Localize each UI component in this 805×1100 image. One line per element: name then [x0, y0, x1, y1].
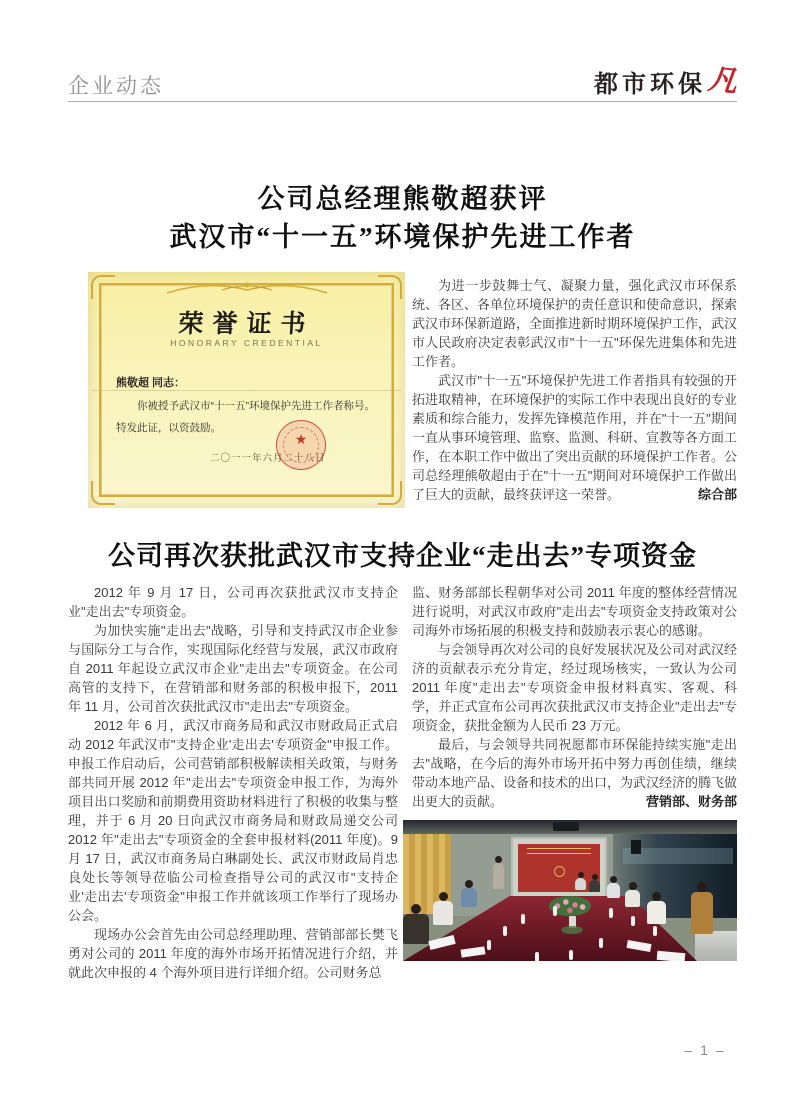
person-figure: [461, 880, 477, 907]
article2-paragraph: 现场办公会首先由公司总经理助理、营销部部长樊飞勇对公司的 2011 年度的海外市场开拓情况进行介绍，并就此次申报的 4 个海外项目进行详细介绍。公司财务总: [68, 927, 398, 980]
slide-emblem-icon: [554, 866, 565, 877]
speaker-icon: [631, 840, 641, 854]
star-icon: ★: [294, 431, 308, 447]
certificate-fold-line: [92, 390, 401, 391]
article2-paragraph: 2012 年 9 月 17 日，公司再次获批武汉市支持企业"走出去"专项资金。: [68, 585, 398, 619]
article2-paragraph: 最后，与会领导共同祝愿都市环保能持续实施"走出去"战略，在今后的海外市场开拓中努力再创佳绩，继续带动本地产品、设备和技术的出口，为武汉经济的腾飞做出更大的贡献。: [412, 737, 738, 809]
article2-right-column: [412, 583, 737, 811]
water-bottle: [569, 950, 573, 960]
section-label: 企业动态: [68, 75, 164, 98]
presentation-slide: [518, 844, 600, 892]
certificate-corner-ornament: [378, 275, 402, 299]
projector-icon: [553, 822, 579, 831]
water-bottle: [487, 940, 491, 950]
water-bottle: [521, 914, 525, 924]
person-figure: [575, 872, 586, 890]
article1-paragraph: 武汉市"十一五"环境保护先进工作者指具有较强的开拓进取精神，在环境保护的实际工作中表现出良好的专业素质和综合能力，发挥先锋模范作用，并在"十一五"期间一直从事环境管理、监察、监测、科研、宣教等各方面工作，在本职工作中做出了突出贡献的环境保护工作者。公司总经理熊敬超由于在"十一五"期间对环境保护工作做出了巨大的贡献，最终获评这一荣誉。: [412, 373, 738, 502]
person-figure: [625, 882, 640, 907]
article1-title-line2: 武汉市“十一五”环境保护先进工作者: [169, 222, 636, 252]
article2-signature: 营销部、财务部: [636, 792, 737, 811]
person-figure: [403, 904, 429, 944]
article2-left-column: [68, 583, 398, 982]
article2-title: 公司再次获批武汉市支持企业“走出去”专项资金: [108, 541, 697, 571]
certificate-title: 荣誉证书: [177, 311, 316, 338]
brand-logo-text: 都市环保: [593, 71, 706, 98]
water-bottle: [609, 908, 613, 918]
certificate-salutation: 熊敬超 同志：: [116, 377, 186, 389]
certificate-corner-ornament: [91, 481, 115, 505]
water-bottle: [631, 916, 635, 926]
certificate-image: [88, 272, 405, 508]
article1-paragraph: 为进一步鼓舞士气、凝聚力量，强化武汉市环保系统、各区、各单位环境保护的责任意识和使命意识，探索武汉市环保新道路，全面推进新时期环境保护工作，武汉市人民政府决定表彰武汉市"十一五"环保先进集体和先进工作者。: [412, 278, 738, 369]
article1-title: [0, 180, 805, 256]
person-figure: [647, 892, 666, 924]
article1-signature: 综合部: [688, 485, 737, 504]
water-bottle: [653, 926, 657, 936]
certificate-corner-ornament: [91, 275, 115, 299]
page-number: – 1 –: [684, 1042, 726, 1058]
article2-paragraph: 为加快实施"走出去"战略，引导和支持武汉市企业参与国际分工与合作，实现国际化经营与发展，武汉市政府自 2011 年起设立武汉市企业"走出去"专项资金。在公司高管的支持下，在营销部和财务部的积极申报下，2011 年 11 月，公司首次获批武汉市"走出去"专项资金。: [68, 623, 398, 714]
brand-logo: [594, 64, 737, 99]
meeting-photo: [403, 820, 737, 961]
water-bottle: [503, 926, 507, 936]
person-figure: [493, 856, 504, 889]
water-bottle: [535, 952, 539, 961]
article2-paragraph: 2012 年 6 月，武汉市商务局和武汉市财政局正式启动 2012 年武汉市"支持企业'走出去'专项资金"申报工作。申报工作启动后，公司营销部积极解读相关政策，与财务部共同开展 2012 年"走出去"专项资金申报工作，为海外项目出口奖励和前期费用资助材料进行了积极的收集与整理，并于 6 月 20 日向武汉市商务局和财政局递交公司 2012 年"走出去"专项资金的全套申报材料(2011 年度)。9 月 17 日，武汉市商务局白琳副处长、武汉市财政局肖忠良处长等领导莅临公司检查指导公司的武汉市"支持企业'走出去'专项资金"申报工作并就该项工作举行了现场办公会。: [68, 718, 398, 923]
certificate-body-line2: 特发此证，以资鼓励。: [116, 422, 221, 434]
person-figure: [589, 874, 600, 892]
certificate-date: 二〇一一年六月二十八日: [210, 453, 326, 464]
person-figure: [691, 882, 713, 934]
certificate-body-line1: 你被授予武汉市“十一五”环境保护先进工作者称号。: [137, 400, 375, 412]
water-bottle: [553, 906, 557, 916]
header-divider: [68, 101, 737, 102]
article1-text-column: [412, 276, 737, 504]
flourish-icon: [162, 278, 332, 298]
article1-title-line1: 公司总经理熊敬超获评: [257, 184, 548, 214]
photo-steps: [695, 931, 737, 961]
flower-greenery: [561, 926, 583, 934]
brand-mark-icon: 凡: [706, 63, 739, 99]
certificate-subtitle: HONORARY CREDENTIAL: [170, 338, 323, 348]
document-sheet: [657, 951, 686, 961]
article2-paragraph: 监、财务部部长程朝华对公司 2011 年度的整体经营情况进行说明，对武汉市政府"走出去"专项资金支持政策对公司海外市场拓展的积极支持和鼓励表示衷心的感谢。: [412, 585, 737, 638]
person-figure: [433, 892, 453, 925]
article2-paragraph: 与会领导再次对公司的良好发展状况及公司对武汉经济的贡献表示充分肯定，经过现场核实，一致认为公司 2011 年度"走出去"专项资金申报材料真实、客观、科学，并正式宣布公司再次获批武汉市支持企业"走出去"专项资金，获批金额为人民币 23 万元。: [412, 642, 738, 733]
water-bottle: [599, 938, 603, 948]
person-figure: [607, 876, 620, 898]
certificate-corner-ornament: [378, 481, 402, 505]
